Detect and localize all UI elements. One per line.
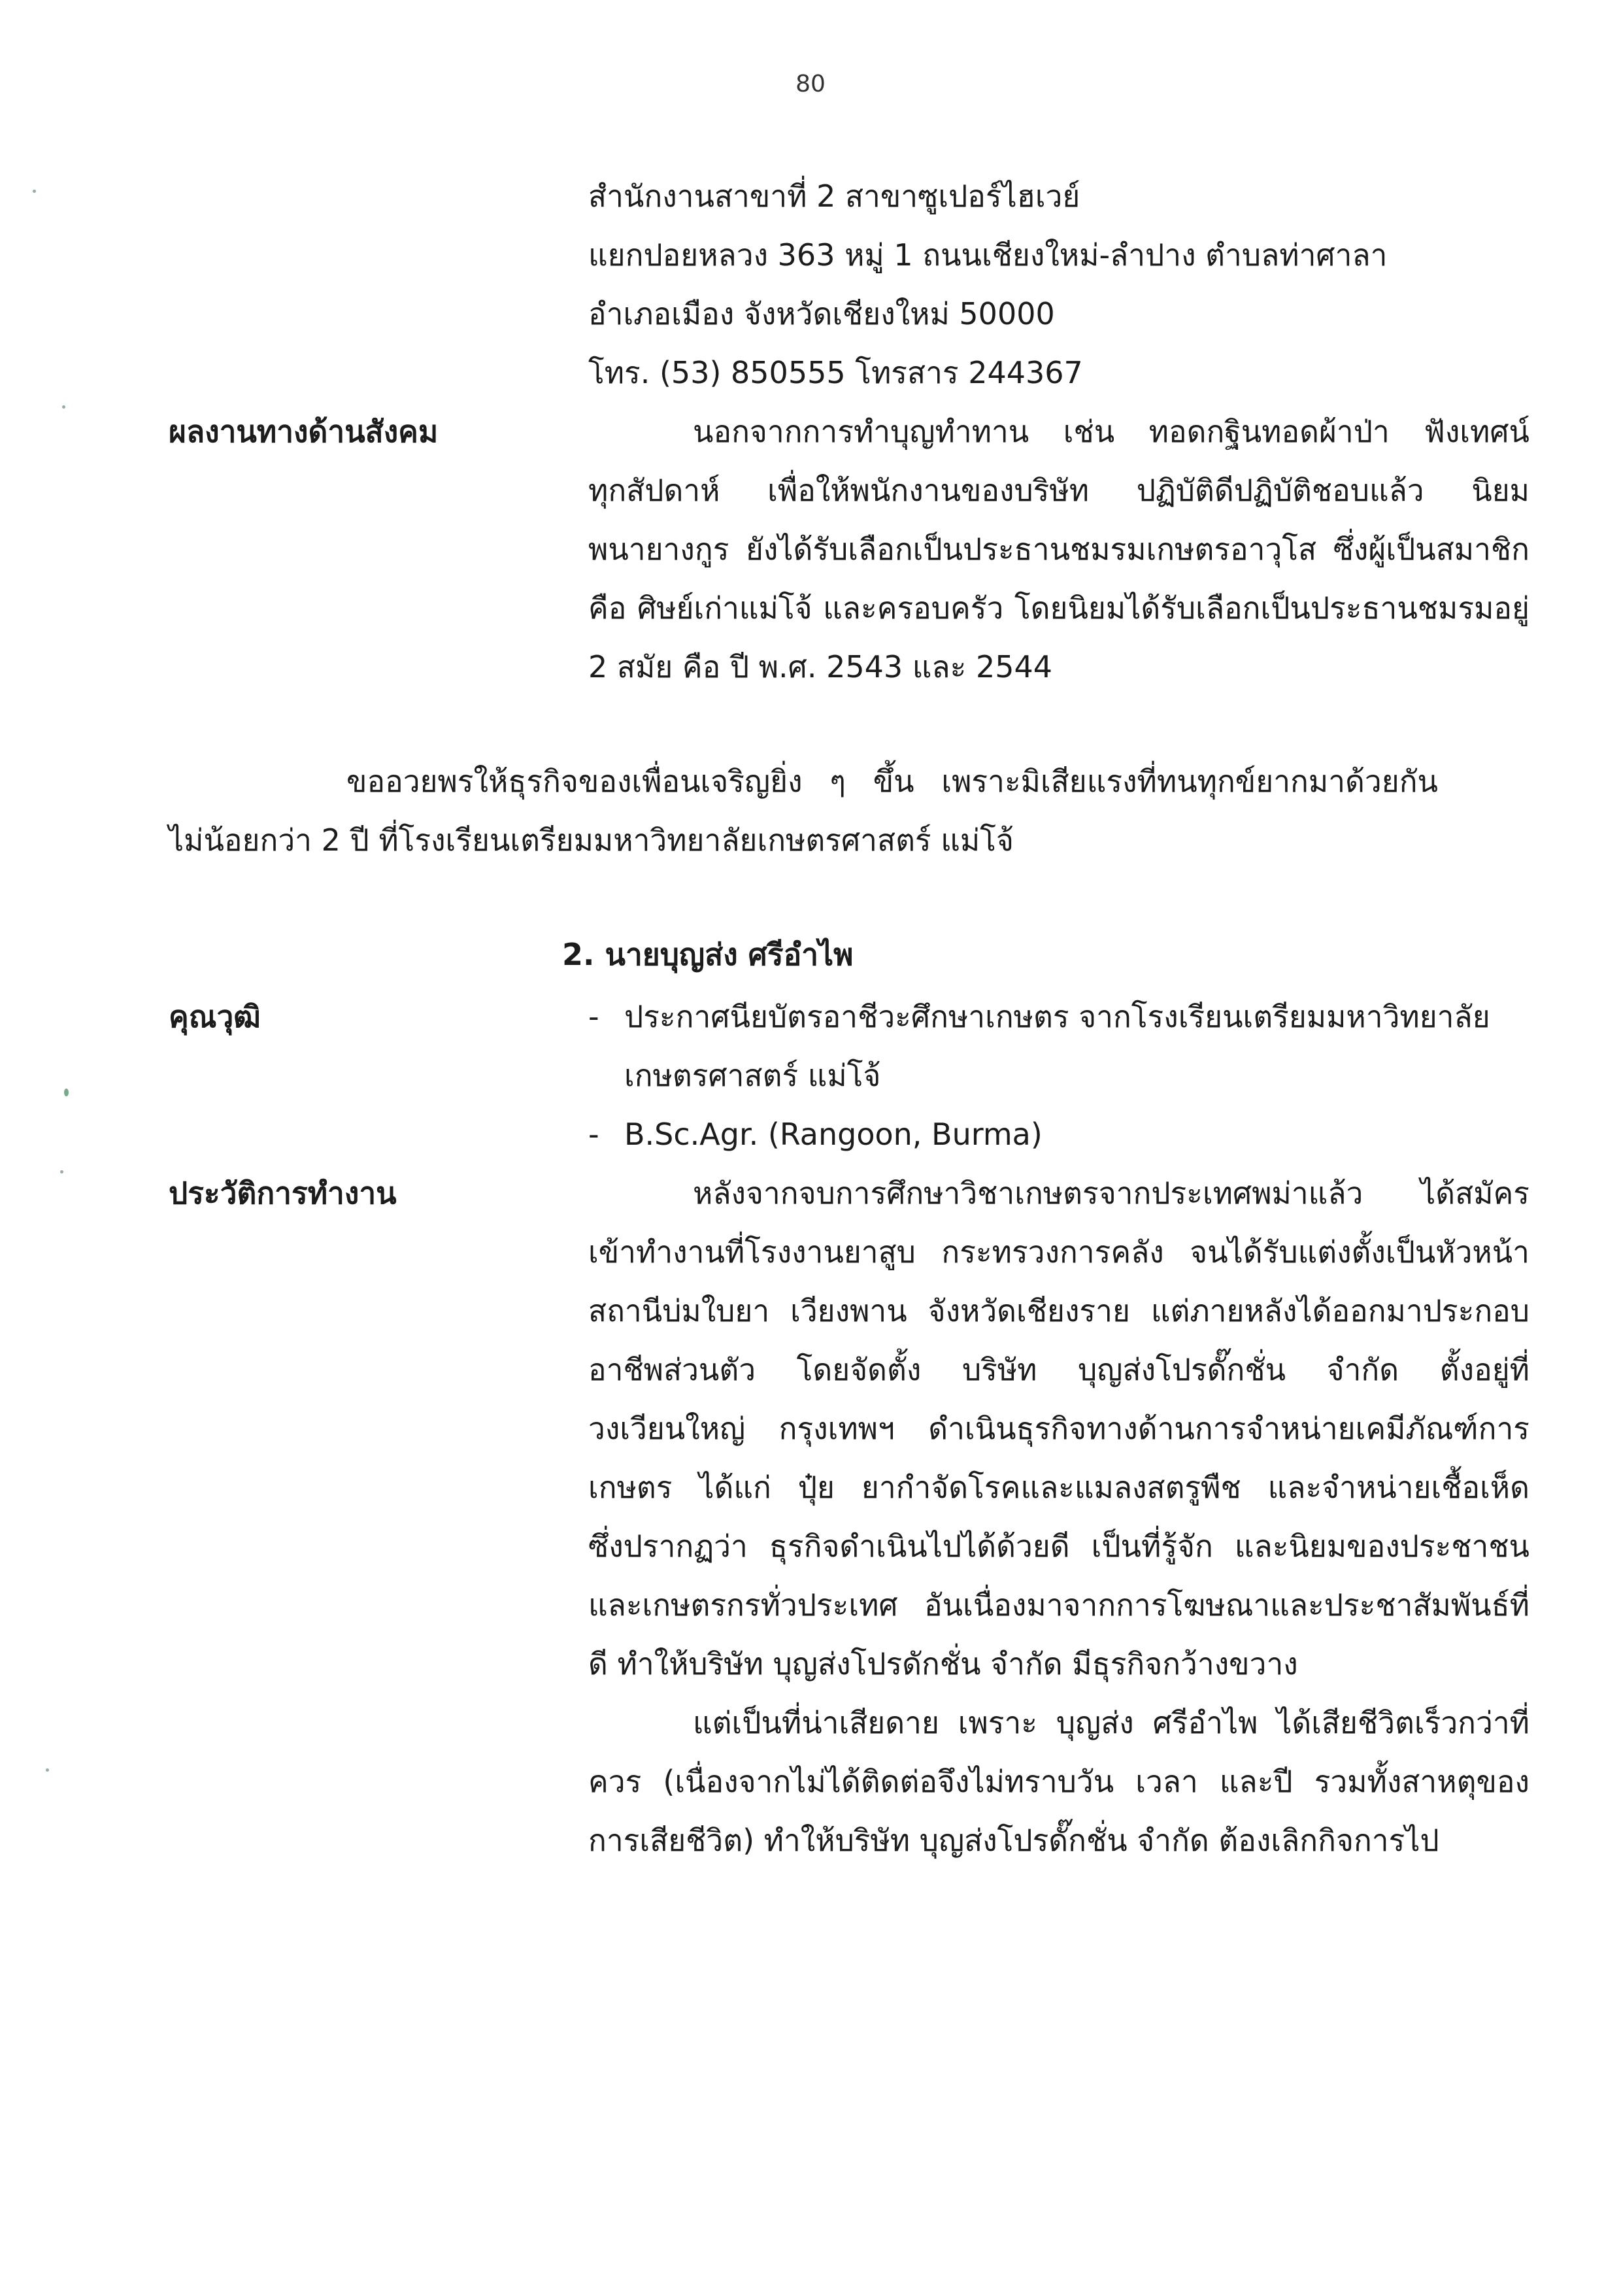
social-label: ผลงานทางด้านสังคม xyxy=(169,414,439,449)
scan-speck xyxy=(46,1768,49,1772)
address-line: แยกปอยหลวง 363 หมู่ 1 ถนนเชียงใหม่-ลำปาง ตำบลท่าศาลา xyxy=(588,237,1388,273)
qualification-label: คุณวุฒิ xyxy=(169,999,261,1034)
address-line: อำเภอเมือง จังหวัดเชียงใหม่ 50000 xyxy=(588,296,1055,331)
paragraph-line: นอกจากการทำบุญทำทาน เช่น ทอดกฐินทอดผ้าป่า ฟังเทศน์ xyxy=(693,414,1529,449)
page-number: 80 xyxy=(795,71,826,97)
paragraph-line: เข้าทำงานที่โรงงานยาสูบ กระทรวงการคลัง จนได้รับแต่งตั้งเป็นหัวหน้า xyxy=(588,1234,1529,1270)
address-line: โทร. (53) 850555 โทรสาร 244367 xyxy=(588,355,1083,390)
paragraph-line: และเกษตรกรทั่วประเทศ อันเนื่องมาจากการโฆษณาและประชาสัมพันธ์ที่ xyxy=(588,1587,1529,1623)
paragraph-line: เกษตร ได้แก่ ปุ๋ย ยากำจัดโรคและแมลงสตรูพืช และจำหน่ายเชื้อเห็ด xyxy=(588,1470,1529,1505)
paragraph-line: ซึ่งปรากฏว่า ธุรกิจดำเนินไปได้ด้วยดี เป็นที่รู้จัก และนิยมของประชาชน xyxy=(588,1528,1529,1564)
qualification-item: ประกาศนียบัตรอาชีวะศึกษาเกษตร จากโรงเรียนเตรียมมหาวิทยาลัย xyxy=(624,999,1490,1034)
paragraph-line: ทุกสัปดาห์ เพื่อให้พนักงานของบริษัท ปฏิบัติดีปฏิบัติชอบแล้ว นิยม xyxy=(588,473,1529,508)
scan-speck xyxy=(62,405,65,409)
list-dash: - xyxy=(588,1117,599,1152)
paragraph-line: สถานีบ่มใบยา เวียงพาน จังหวัดเชียงราย แต่ภายหลังได้ออกมาประกอบ xyxy=(588,1293,1529,1328)
paragraph-line: พนายางกูร ยังได้รับเลือกเป็นประธานชมรมเกษตรอาวุโส ซึ่งผู้เป็นสมาชิก xyxy=(588,532,1529,567)
address-line: สำนักงานสาขาที่ 2 สาขาซูเปอร์ไฮเวย์ xyxy=(588,178,1080,214)
scan-speck xyxy=(64,1089,69,1096)
paragraph-line: ควร (เนื่องจากไม่ได้ติดต่อจึงไม่ทราบวัน เวลา และปี รวมทั้งสาหตุของ xyxy=(588,1764,1529,1799)
paragraph-line: ไม่น้อยกว่า 2 ปี ที่โรงเรียนเตรียมมหาวิทยาลัยเกษตรศาสตร์ แม่โจ้ xyxy=(169,822,1014,858)
work-history-label: ประวัติการทำงาน xyxy=(169,1175,397,1211)
paragraph-line: ดี ทำให้บริษัท บุญส่งโปรดักชั่น จำกัด มีธุรกิจกว้างขวาง xyxy=(588,1646,1298,1681)
qualification-item: B.Sc.Agr. (Rangoon, Burma) xyxy=(624,1117,1043,1152)
paragraph-line: ขออวยพรให้ธุรกิจของเพื่อนเจริญยิ่ง ๆ ขึ้น เพราะมิเสียแรงที่ทนทุกข์ยากมาด้วยกัน xyxy=(346,764,1438,799)
paragraph-line: การเสียชีวิต) ทำให้บริษัท บุญส่งโปรดั๊กชั่น จำกัด ต้องเลิกกิจการไป xyxy=(588,1823,1439,1858)
paragraph-line: แต่เป็นที่น่าเสียดาย เพราะ บุญส่ง ศรีอำไพ ได้เสียชีวิตเร็วกว่าที่ xyxy=(693,1705,1529,1740)
paragraph-line: อาชีพส่วนตัว โดยจัดตั้ง บริษัท บุญส่งโปรดั๊กชั่น จำกัด ตั้งอยู่ที่ xyxy=(588,1352,1529,1387)
list-dash: - xyxy=(588,999,599,1034)
paragraph-line: 2 สมัย คือ ปี พ.ศ. 2543 และ 2544 xyxy=(588,649,1053,684)
scan-speck xyxy=(60,1170,63,1173)
paragraph-line: คือ ศิษย์เก่าแม่โจ้ และครอบครัว โดยนิยมได้รับเลือกเป็นประธานชมรมอยู่ xyxy=(588,590,1529,626)
qualification-item-cont: เกษตรศาสตร์ แม่โจ้ xyxy=(624,1058,881,1093)
paragraph-line: วงเวียนใหญ่ กรุงเทพฯ ดำเนินธุรกิจทางด้านการจำหน่ายเคมีภัณฑ์การ xyxy=(588,1411,1529,1446)
paragraph-line: หลังจากจบการศึกษาวิชาเกษตรจากประเทศพม่าแล้ว ได้สมัคร xyxy=(693,1175,1529,1211)
person-heading: 2. นายบุญส่ง ศรีอำไพ xyxy=(562,937,854,972)
scan-speck xyxy=(33,190,36,193)
